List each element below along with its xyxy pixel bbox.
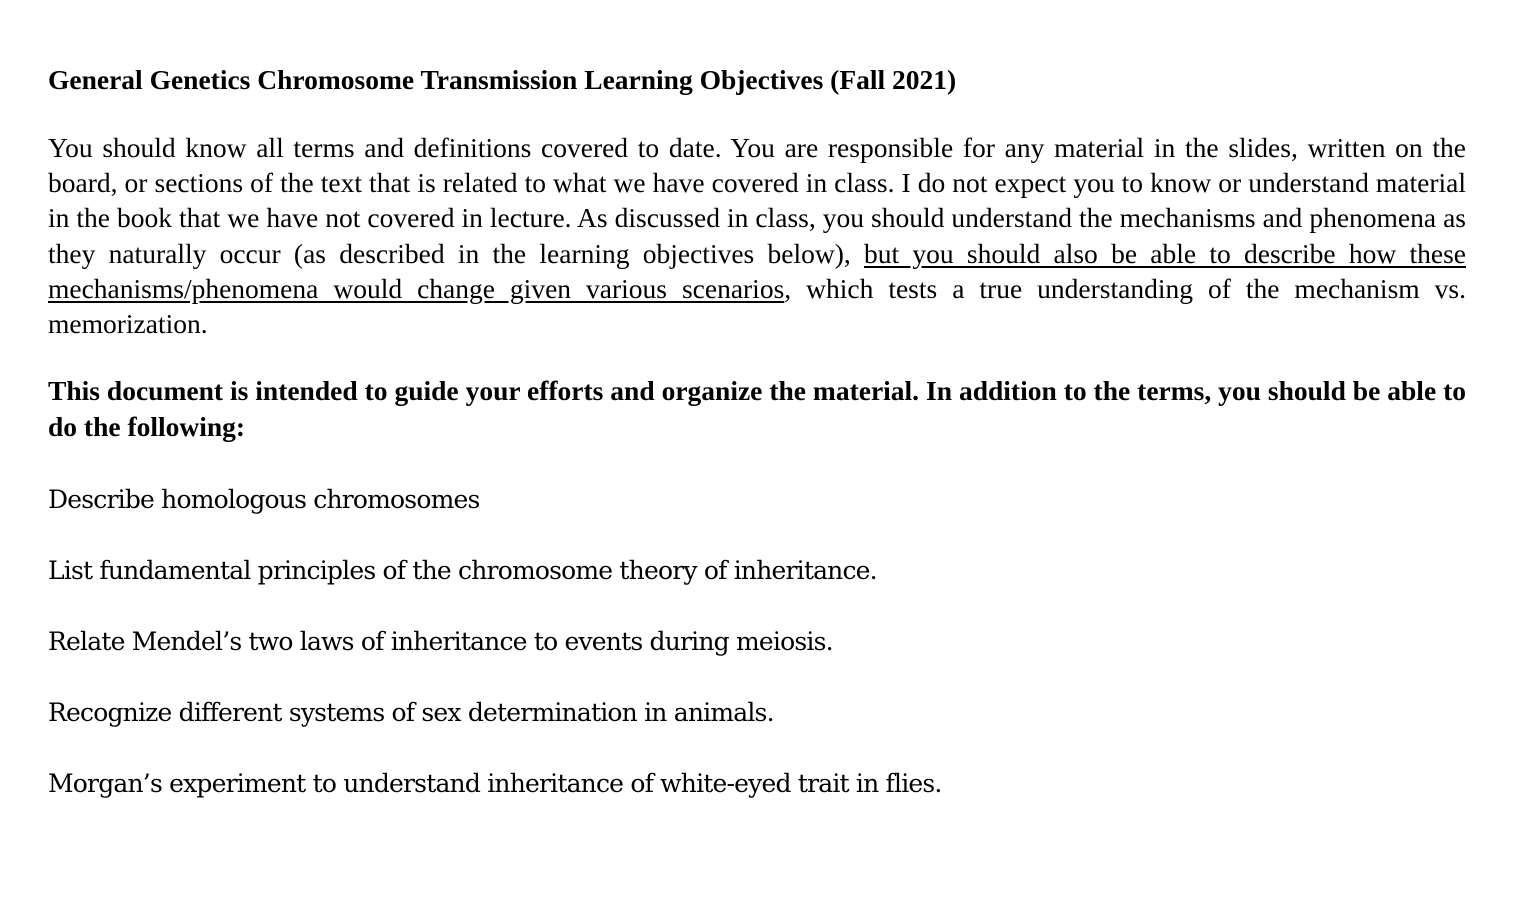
objective-item: Recognize different systems of sex determination in animals.: [48, 698, 774, 728]
guide-paragraph: This document is intended to guide your efforts and organize the material. In addition to the terms, you should be able to do the following:: [48, 375, 1466, 443]
objectives-list: [48, 483, 1466, 801]
objective-item: Morgan’s experiment to understand inheritance of white-eyed trait in flies.: [48, 769, 942, 799]
document-page: [48, 62, 1466, 838]
intro-paragraph: [48, 130, 1466, 341]
intro-text-before: You should know all terms and definitions covered to date. You are responsible for any material in the slides, written on the board, or sections of the text that is related to what we have covered in class. I do not expect you to know or understand material in the book that we have not covered in lecture. As discussed in class, you should understand the mechanisms and phenomena as they naturally occur (as described in the learning objectives below),: [48, 132, 1466, 269]
document-title: General Genetics Chromosome Transmission Learning Objectives (Fall 2021): [48, 64, 957, 95]
objective-item: Describe homologous chromosomes: [48, 485, 480, 515]
objective-item: List fundamental principles of the chromosome theory of inheritance.: [48, 556, 877, 586]
intro-underlined-text: but you should also be able to describe how these mechanisms/phenomena would change given various scenarios: [48, 237, 1466, 304]
objective-item: Relate Mendel’s two laws of inheritance to events during meiosis.: [48, 627, 833, 657]
intro-text-after: , which tests a true understanding of the mechanism vs. memorization.: [48, 272, 1466, 340]
